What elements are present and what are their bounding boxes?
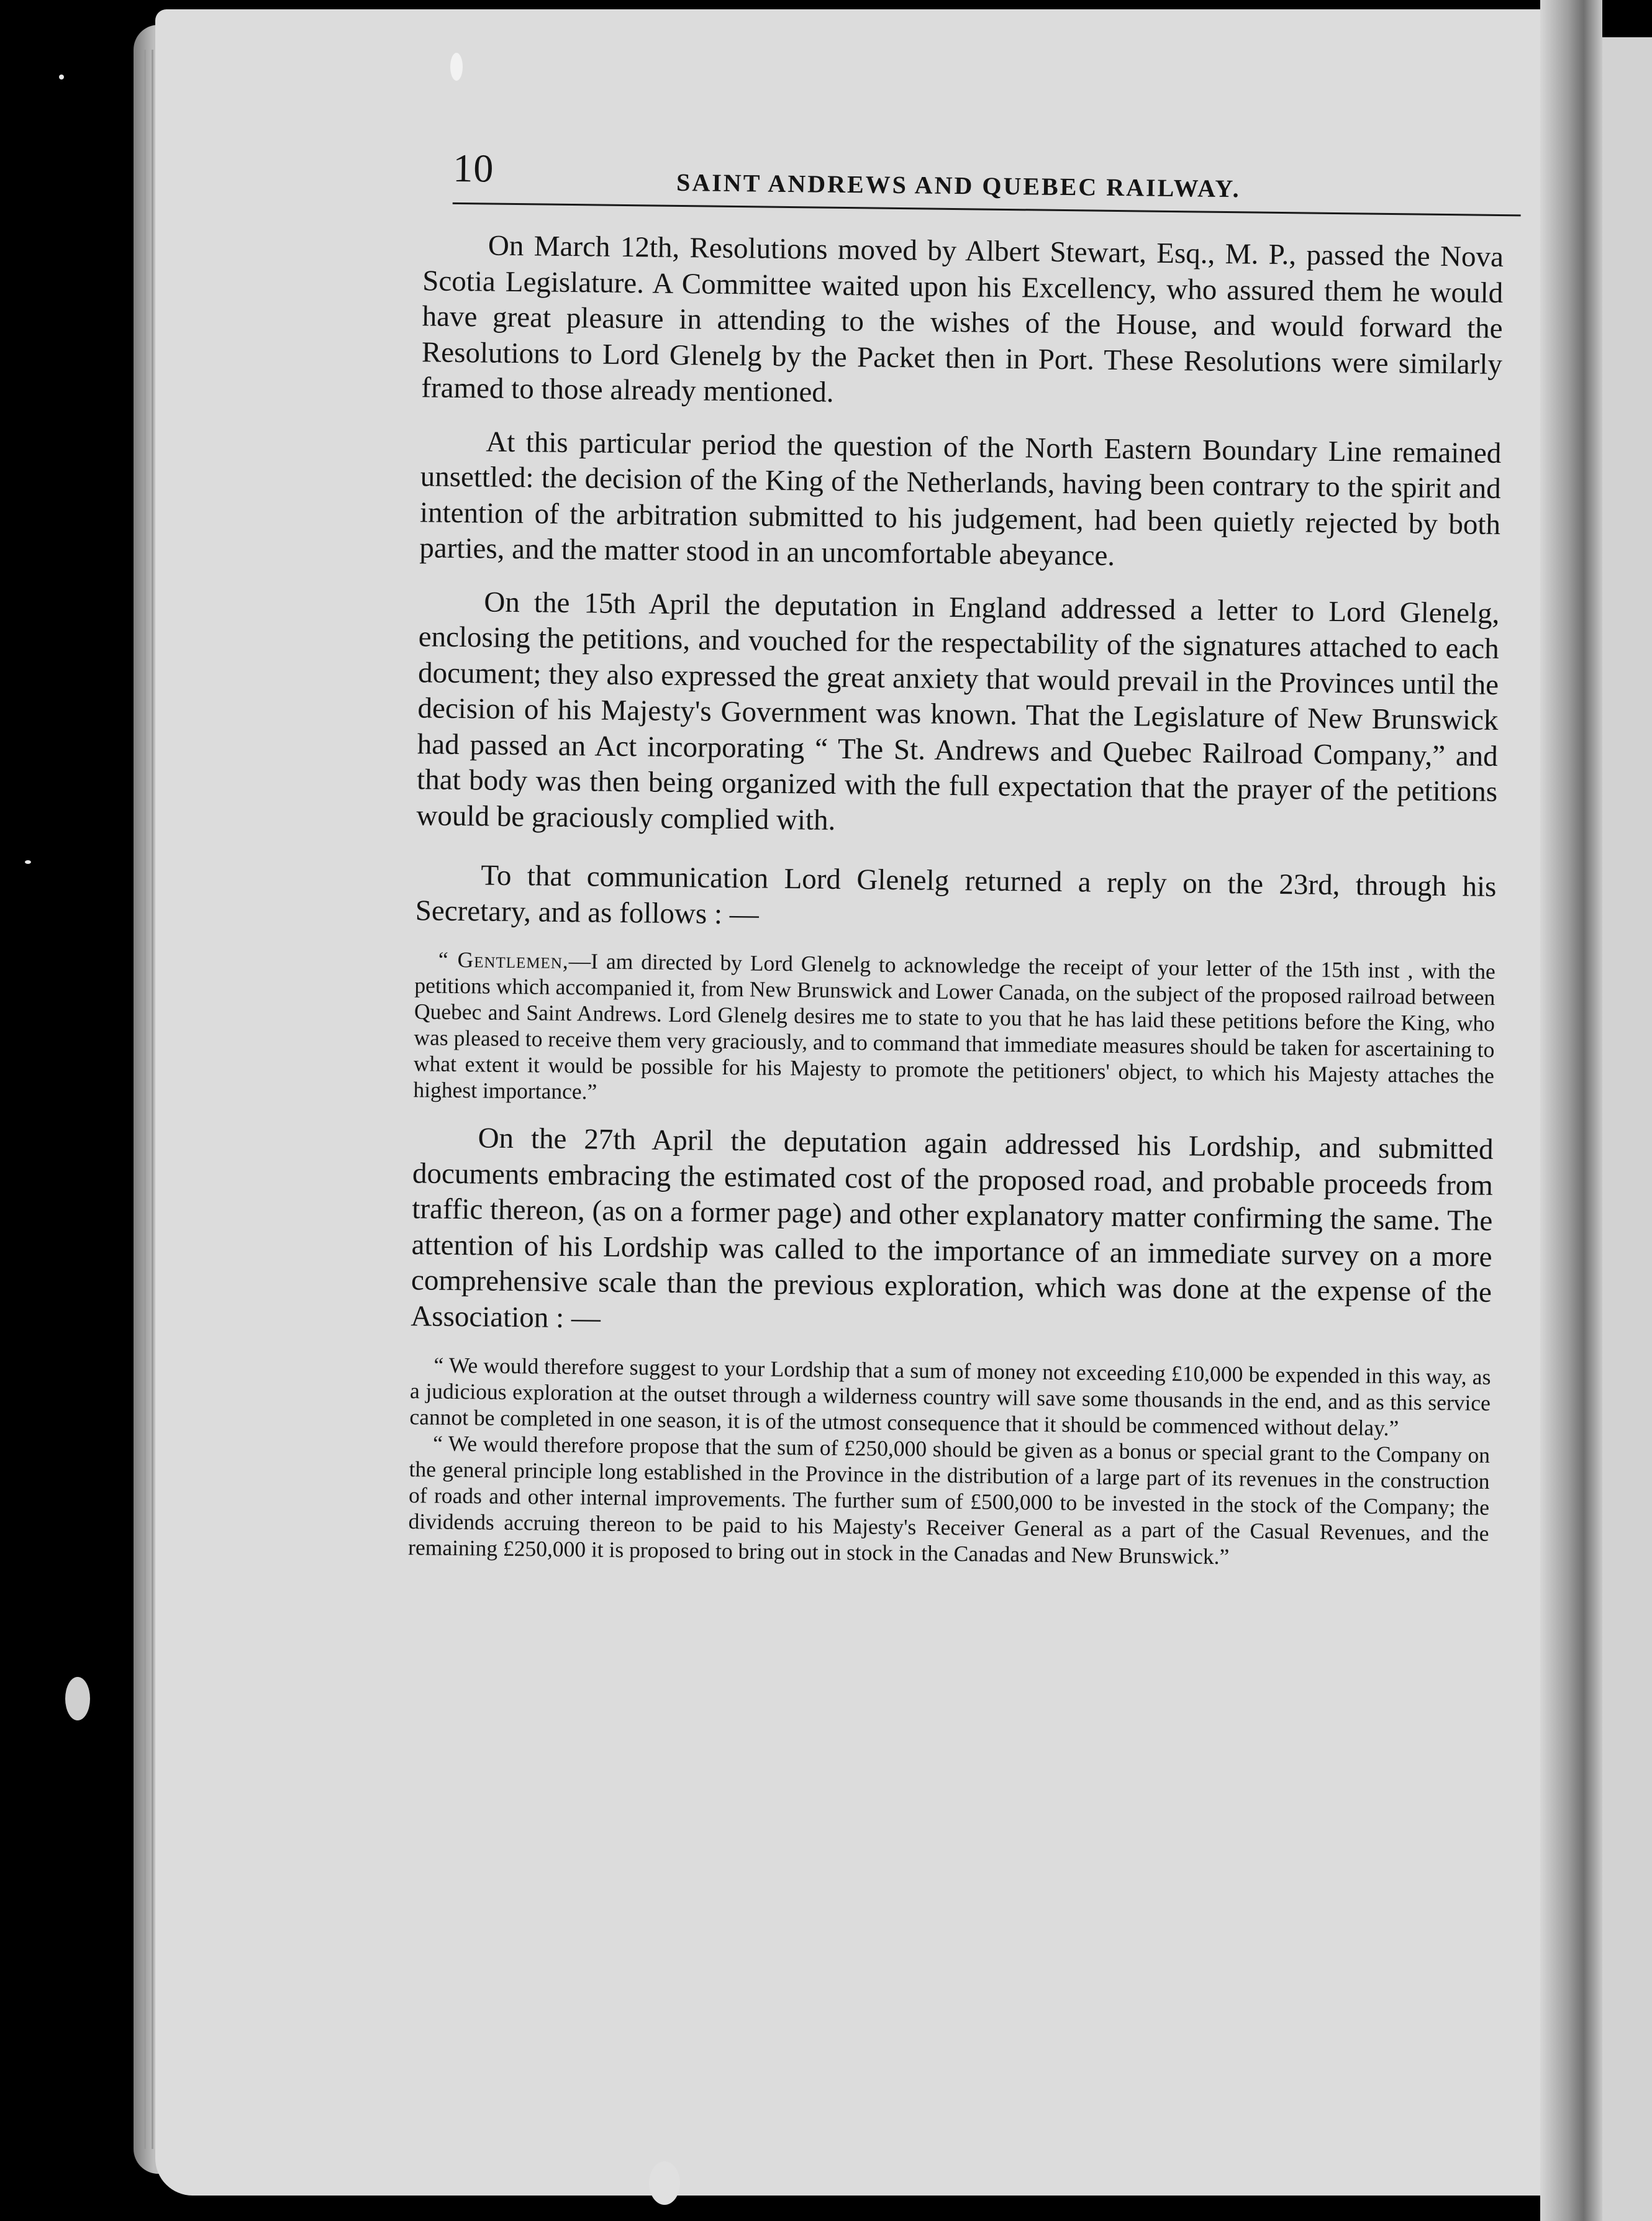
quote-paragraph: “ We would therefore propose that the sum of £250,000 should be given as a bonus or special grant to the Company on the general principle long established in the Province in the distribution of a large part of its revenues in the construction of roads and other internal improvements. The further sum of £500,000 to be invested in the stock of the Company; the dividends accruing thereon to be paid to his Majesty's Receiver General as a part of the Casual Revenues, and the remaining £250,000 it is proposed to bring out in stock in the Canadas and New Brunswick.” bbox=[407, 1430, 1491, 1569]
running-header bbox=[453, 134, 1522, 217]
dust-speck bbox=[25, 860, 31, 864]
quote-salutation: “ Gentlemen, bbox=[438, 947, 570, 974]
page-edge-line bbox=[152, 50, 153, 2149]
running-title: SAINT ANDREWS AND QUEBEC RAILWAY. bbox=[676, 168, 1241, 203]
body-text bbox=[408, 227, 1504, 1573]
paragraph: At this particular period the question of the North Eastern Boundary Line remained unsettled: the decision of the King of the Netherlands, having been contrary to the spirit and intention of the arbitration submitted to his judgement, had been quietly rejected by both parties, and the matter stood in an uncomfortable abeyance. bbox=[419, 425, 1502, 572]
facing-page-edge bbox=[1602, 37, 1652, 2221]
page-content bbox=[391, 134, 1522, 1590]
dust-speck bbox=[649, 2161, 680, 2205]
gutter-shadow bbox=[1540, 0, 1602, 2221]
paragraph: On the 15th April the deputation in England addressed a letter to Lord Glenelg, enclosing the petitions, and vouched for the respectability of the signatures attached to each document; they also expressed the great anxiety that would prevail in the Provinces until the decision of his Majesty's Government was known. That the Legislature of New Brunswick had passed an Act incorporating “ The St. Andrews and Quebec Railroad Company,” and that body was then being organized with the full expectation that the prayer of the petitions would be graciously complied with. bbox=[416, 585, 1500, 837]
paragraph: To that communication Lord Glenelg returned a reply on the 23rd, through his Secretary, and as follows : — bbox=[415, 859, 1497, 931]
paragraph: On March 12th, Resolutions moved by Albert Stewart, Esq., M. P., passed the Nova Scotia Legislature. A Committee waited upon his Excellency, who assured them he would have great pleasure in attending to the wishes of the House, and would forward the Resolutions to Lord Glenelg by the Packet then in Port. These Resolutions were similarly framed to those already mentioned. bbox=[421, 229, 1504, 409]
page-edge-line bbox=[144, 50, 146, 2149]
paragraph: On the 27th April the deputation again addressed his Lordship, and submitted documents embracing the estimated cost of the proposed road, and probable proceeds from traffic thereon, (as on a former page) and other explanatory matter confirming the same. The attention of his Lordship was called to the importance of an immediate survey on a more comprehensive scale than the previous exploration, which was done at the expense of the Association : — bbox=[411, 1122, 1494, 1335]
block-quote bbox=[408, 1351, 1491, 1573]
quote-text: —I am directed by Lord Glenelg to acknowledge the receipt of your letter of the 15th inst , with the petitions which accompanied it, from New Brunswick and Lower Canada, on the subject of the proposed railroad between Quebec and Saint Andrews. Lord Glenelg desires me to state to you that he has laid these petitions before the King, who was pleased to receive them very graciously, and to command that immediate measures should be taken for ascertaining to what extent it would be possible for his Majesty to promote the petitioners' object, to which his Majesty attaches the highest importance.” bbox=[413, 948, 1496, 1104]
quote-paragraph: “ We would therefore suggest to your Lordship that a sum of money not exceeding £10,000 be expended in this way, as a judicious exploration at the outset through a wilderness country will save some thousands in the end, and as this service cannot be completed in one season, it is of the utmost consequence that it should be commenced without delay.” bbox=[409, 1352, 1491, 1441]
quote-paragraph bbox=[413, 946, 1495, 1115]
block-quote bbox=[413, 946, 1495, 1115]
dust-speck bbox=[59, 75, 64, 79]
dust-speck bbox=[450, 53, 463, 81]
page-number: 10 bbox=[452, 145, 494, 191]
dust-speck bbox=[65, 1677, 90, 1720]
